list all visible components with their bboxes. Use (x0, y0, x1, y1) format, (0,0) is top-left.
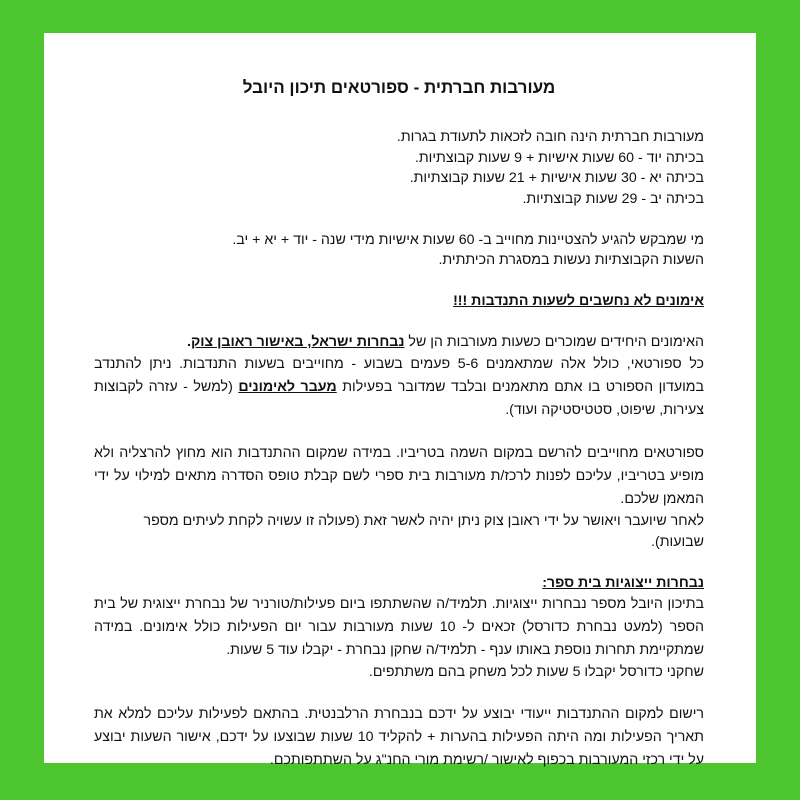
intro-line: מעורבות חברתית הינה חובה לזכאות לתעודת בגרות. (396, 129, 704, 145)
spacer (94, 552, 704, 573)
school-teams-heading: נבחרות ייצוגיות בית ספר: (542, 574, 704, 591)
spacer (94, 683, 704, 704)
training-heading: אימונים לא נחשבים לשעות התנדבות !!! (453, 293, 704, 309)
document-title: מעורבות חברתית - ספורטאים תיכון היובל (242, 78, 556, 97)
document-body (94, 77, 704, 772)
spacer (94, 271, 704, 292)
document-page (44, 33, 756, 768)
training-paragraph-1 (94, 332, 704, 353)
training-p1-period: . (187, 334, 191, 350)
intro-section (94, 127, 704, 209)
intro-line: בכיתה יא - 30 שעות אישיות + 21 שעות קבוצתיות. (409, 170, 704, 186)
national-teams-text: נבחרות ישראל, באישור ראובן צוק (191, 334, 405, 350)
excellence-section (94, 230, 704, 271)
intro-line: בכיתה יב - 29 שעות קבוצתיות. (522, 190, 704, 207)
intro-line: בכיתה יוד - 60 שעות אישיות + 9 שעות קבוצתיות. (414, 149, 704, 166)
school-teams-paragraph-2: שחקני כדורסל יקבלו 5 שעות לכל משחק בהם משתתפים. (368, 664, 704, 680)
registration-paragraph-2: לאחר שיועבר ויאושר על ידי ראובן צוק ניתן יהיה לאשר זאת (פעולה זו עשויה לקחת לעיתים מספר שבועות). (143, 513, 704, 550)
registration-paragraph-1: ספורטאים מחוייבים להרשם במקום השמה בטריביו. במידה שמקום ההתנדבות הוא מחוץ להרצליה ולא מופיע בטריביו, עליכם לפנות לרכז/ת מעורבות בית ספרי לשם קבלת טופס הסדרה מתאים למילוי על ידי המאמן שלכם. (94, 445, 704, 507)
training-p2-text-end: (למשל - עזרה לקבוצות צעירות, שיפוט, סטטיסטיקה ועוד). (94, 378, 704, 418)
excellence-line: השעות הקבוצתיות נעשות במסגרת הכיתתית. (438, 252, 704, 268)
spacer (94, 312, 704, 333)
training-paragraph-2 (94, 353, 704, 422)
excellence-line: מי שמבקש להגיע להצטיינות מחוייב ב- 60 שעות אישיות מידי שנה - יוד + יא + יב. (232, 231, 704, 248)
training-p1-text: האימונים היחידים שמוכרים כשעות מעורבות הן של (404, 334, 704, 350)
training-p2-text: כל ספורטאי, כולל אלה שמתאמנים 5-6 פעמים בשבוע - מחוייבים בשעות התנדבות. ניתן להתנדב במועדון הספורט בו אתם מתאמנים ובלבד שמדובר בפעילות (94, 355, 705, 395)
beyond-training-text: מעבר לאימונים (238, 378, 337, 395)
final-paragraph: רישום למקום ההתנדבות ייעודי יבוצע על ידכם בנבחרת הרלבנטית. בהתאם לפעילות עליכם למלא את תאריך הפעילות ומה היתה הפעילות בהערות + להקליד 10 שעות שבוצעו על ידכם, אישור השעות יבוצע על ידי רכזי המעורבות בכפוף לאישור /רשימת מורי החנ"ג על השתתפותכם. (94, 706, 704, 768)
spacer (94, 422, 704, 443)
spacer (94, 209, 704, 230)
school-teams-paragraph-1: בתיכון היובל מספר נבחרות ייצוגיות. תלמיד/ה שהשתתפו ביום פעילות/טורניר של נבחרת ייצוגית של בית הספר (למעט נבחרת כדורסל) זכאים ל- 10 שעות מעורבות עבור יום הפעילות כולל אימונים. במידה שמתקיימת תחרות נוספת באותו ענף - תלמיד/ה שחקן נבחרת - יקבלו עוד 5 שעות. (94, 596, 704, 658)
